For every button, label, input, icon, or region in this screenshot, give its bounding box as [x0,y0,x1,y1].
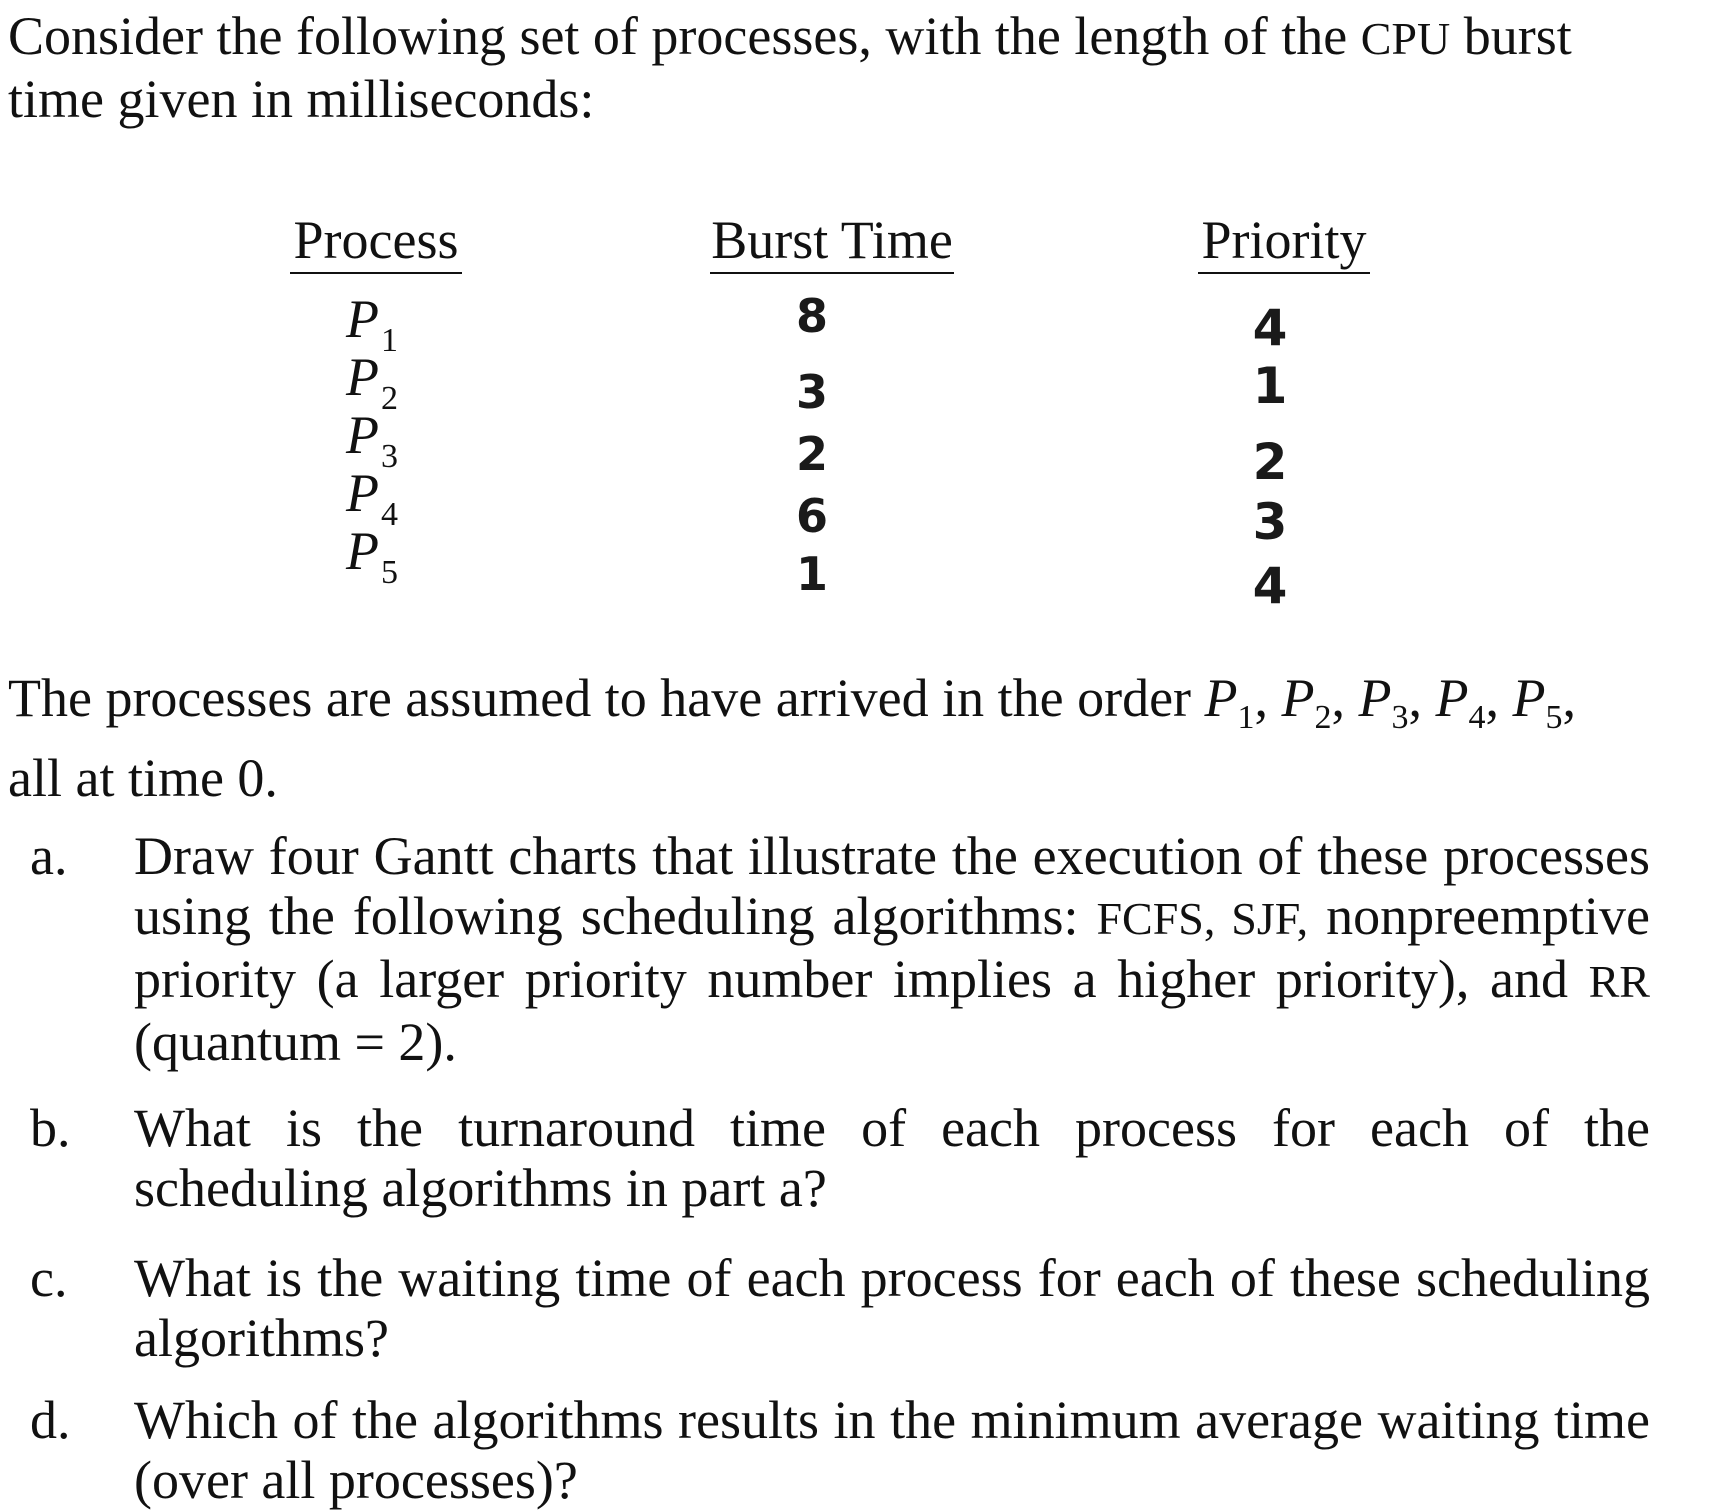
burst-value-p4: 6 [795,489,828,543]
question-a-text: Draw four Gantt charts that illustrate the execution of these processes using the following scheduling algorithms: FCFS, SJF, nonpreemptive priority (a larger priority number implies a higher priority), and RR (quantum = 2). [134,826,1650,1072]
burst-value-p5: 1 [795,547,828,601]
process-name-p4: $P_4$ [346,463,398,533]
priority-value-p1: 4 [1252,299,1288,357]
priority-value-p4: 3 [1252,493,1288,551]
question-a-label: a. [30,826,68,886]
question-d-label: d. [30,1390,71,1450]
question-b-text: What is the turnaround time of each process for each of the scheduling algorithms in part a? [134,1098,1650,1218]
process-name-p3: $P_3$ [346,405,398,475]
intro-text-after: burst time given in milliseconds: [8,6,1572,129]
question-d-text: Which of the algorithms results in the minimum average waiting time (over all processes)? [134,1390,1650,1510]
process-name-p5: $P_5$ [346,521,398,591]
burst-value-p1: 8 [795,289,828,343]
question-b [30,1098,1650,1218]
burst-value-p3: 2 [795,427,828,481]
process-table [0,0,1711,640]
arrival-order-paragraph: The processes are assumed to have arrived in the order $P_1$, $P_2$, $P_3$, $P_4$, $P_5$, all at time 0. [8,668,1577,808]
order-text-after: all at time 0. [8,748,278,808]
burst-value-p2: 3 [795,365,828,419]
question-c-label: c. [30,1248,68,1308]
order-text-before: The processes are assumed to have arrived in the order [8,668,1205,728]
intro-text-before: Consider the following set of processes, with the length of the [8,6,1361,66]
header-priority: Priority [1198,210,1370,274]
process-name-p2: $P_2$ [346,347,398,417]
question-c-text: What is the waiting time of each process for each of these scheduling algorithms? [134,1248,1650,1368]
header-burst-time: Burst Time [710,210,954,274]
priority-value-p2: 1 [1252,357,1288,415]
process-name-p1: $P_1$ [346,289,398,359]
question-c [30,1248,1650,1368]
question-d [30,1390,1650,1510]
header-process: Process [290,210,462,274]
question-b-label: b. [30,1098,71,1158]
order-p3: $P_3$ [1358,668,1409,736]
question-a [30,826,1650,1072]
intro-cpu: CPU [1360,13,1451,64]
order-p2: $P_2$ [1281,668,1332,736]
priority-value-p3: 2 [1252,433,1288,491]
order-p1: $P_1$ [1204,668,1255,736]
priority-value-p5: 4 [1252,557,1288,615]
order-p4: $P_4$ [1435,668,1486,736]
order-p5: $P_5$ [1512,668,1563,736]
